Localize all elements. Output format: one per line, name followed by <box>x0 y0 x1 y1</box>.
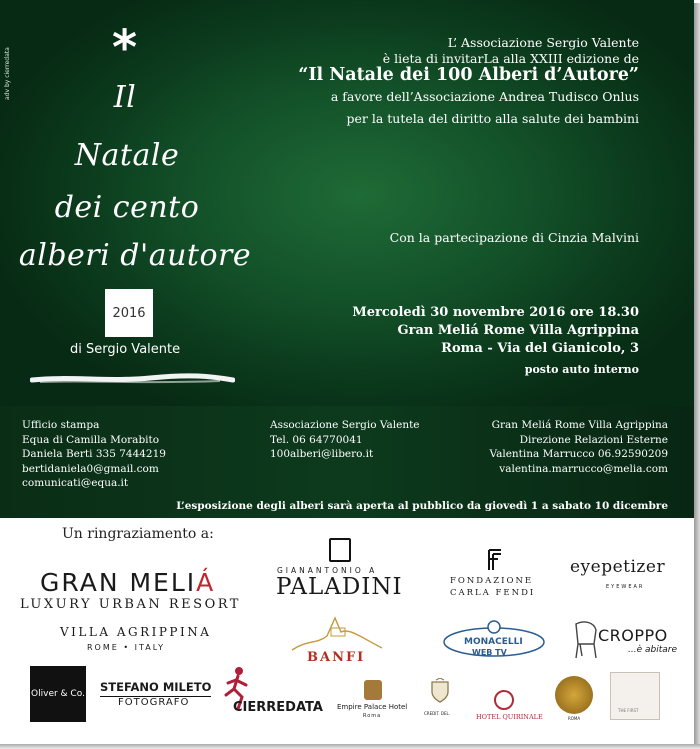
stefano-mileto-role: FOTOGRAFO <box>118 697 190 708</box>
gold-seal-icon <box>555 676 593 714</box>
press-agency: Equa di Camilla Morabito <box>22 433 160 446</box>
banfi-logo: BANFI <box>307 650 366 665</box>
monacelli-webtv: WEB TV <box>472 648 507 657</box>
hotel-name: Gran Meliá Rome Villa Agrippina <box>491 419 668 431</box>
hotel-email[interactable]: valentina.marrucco@melia.com <box>499 462 668 475</box>
press-heading: Ufficio stampa <box>22 419 100 431</box>
author-credit: di Sergio Valente <box>70 342 181 357</box>
press-phone: Daniela Berti 335 7444219 <box>22 448 166 460</box>
title-line-1: Il <box>113 80 137 115</box>
chalk-stroke-icon <box>30 372 235 386</box>
hotel-contacts <box>489 418 668 476</box>
gran-melia-logo <box>40 568 215 597</box>
fendi-monogram-icon <box>485 548 505 572</box>
gran-melia-subtitle: LUXURY URBAN RESORT <box>20 597 241 612</box>
association-name: Associazione Sergio Valente <box>270 419 420 431</box>
sponsors-heading: Un ringraziamento a: <box>62 526 214 542</box>
rome-italy-label: ROME • ITALY <box>87 643 165 652</box>
cause-line: per la tutela del diritto alla salute dei bambini <box>346 111 639 126</box>
heraldic-crest-icon <box>430 678 450 704</box>
monacelli-logo: MONACELLI <box>464 637 523 647</box>
eyepetizer-tagline: EYEWEAR <box>606 584 645 590</box>
parking-note: posto auto interno <box>524 363 639 376</box>
host-line: L’ Associazione Sergio Valente <box>447 35 639 50</box>
gran-melia-accent-letter: Á <box>196 568 216 597</box>
event-date: Mercoledì 30 novembre 2016 ore 18.30 <box>352 305 639 320</box>
gold-seal-caption: ROMA <box>568 716 581 721</box>
crest-caption: CREDIT. DEL. <box>424 711 450 716</box>
contacts-band <box>0 406 694 518</box>
paladini-logo: PALADINI <box>276 574 403 600</box>
paladini-firstname: GIANANTONIO A <box>277 566 378 575</box>
paladini-emblem-icon <box>329 538 351 562</box>
event-title: “Il Natale dei 100 Alberi d’Autore” <box>298 65 639 85</box>
oliver-and-co-logo: Oliver & Co. <box>30 666 86 722</box>
chair-icon <box>570 620 600 660</box>
press-email-1[interactable]: bertidaniela0@gmail.com <box>22 462 159 475</box>
quirinale-emblem-icon <box>494 690 514 710</box>
invite-line: è lieta di invitarLa alla XXIII edizione de <box>382 51 639 66</box>
page-shadow-right <box>694 3 700 749</box>
fendi-foundation-label: FONDAZIONE <box>450 576 534 586</box>
empire-palace-logo: Empire Palace Hotel <box>337 703 408 711</box>
cierredata-logo: CIERREDATA <box>233 700 323 715</box>
eyepetizer-logo: eyepetizer <box>570 557 666 577</box>
page-shadow-bottom <box>0 744 700 749</box>
star-icon: * <box>112 20 138 76</box>
press-office-contacts <box>22 418 166 491</box>
hotel-department: Direzione Relazioni Esterne <box>519 433 668 446</box>
association-contacts <box>270 418 420 462</box>
participation-line: Con la partecipazione di Cinzia Malvini <box>389 230 639 245</box>
title-line-3: dei cento <box>54 190 200 225</box>
title-line-2: Natale <box>74 138 180 173</box>
croppo-tagline: ...è abitare <box>628 645 677 655</box>
hotel-phone: Valentina Marrucco 06.92590209 <box>489 448 668 460</box>
agency-credit: adv by cierredata <box>4 47 11 100</box>
event-address: Roma - Via del Gianicolo, 3 <box>441 341 639 356</box>
villa-agrippina-label: VILLA AGRIPPINA <box>60 625 212 639</box>
year-badge: 2016 <box>105 289 153 337</box>
press-email-2[interactable]: comunicati@equa.it <box>22 477 129 489</box>
association-email[interactable]: 100alberi@libero.it <box>270 448 374 460</box>
gran-melia-wordmark: GRAN MELIÁ <box>40 568 216 597</box>
title-line-4: alberi d'autore <box>18 238 252 273</box>
fendi-name-label: CARLA FENDI <box>450 588 536 598</box>
croppo-logo: CROPPO <box>598 626 668 645</box>
exhibition-note: L’esposizione degli alberi sarà aperta al pubblico da giovedì 1 a sabato 10 dicembre <box>176 500 668 512</box>
empire-crest-icon <box>364 680 382 700</box>
stefano-mileto-logo: STEFANO MILETO <box>100 680 211 697</box>
association-phone: Tel. 06 64770041 <box>270 433 363 446</box>
beneficiary-line: a favore dell’Associazione Andrea Tudisco Onlus <box>330 89 639 104</box>
empire-palace-city: Roma <box>363 713 382 719</box>
event-venue: Gran Meliá Rome Villa Agrippina <box>397 323 639 338</box>
the-first-caption: THE FIRST <box>618 708 639 713</box>
hotel-quirinale-logo: HOTEL QUIRINALE <box>476 713 543 721</box>
